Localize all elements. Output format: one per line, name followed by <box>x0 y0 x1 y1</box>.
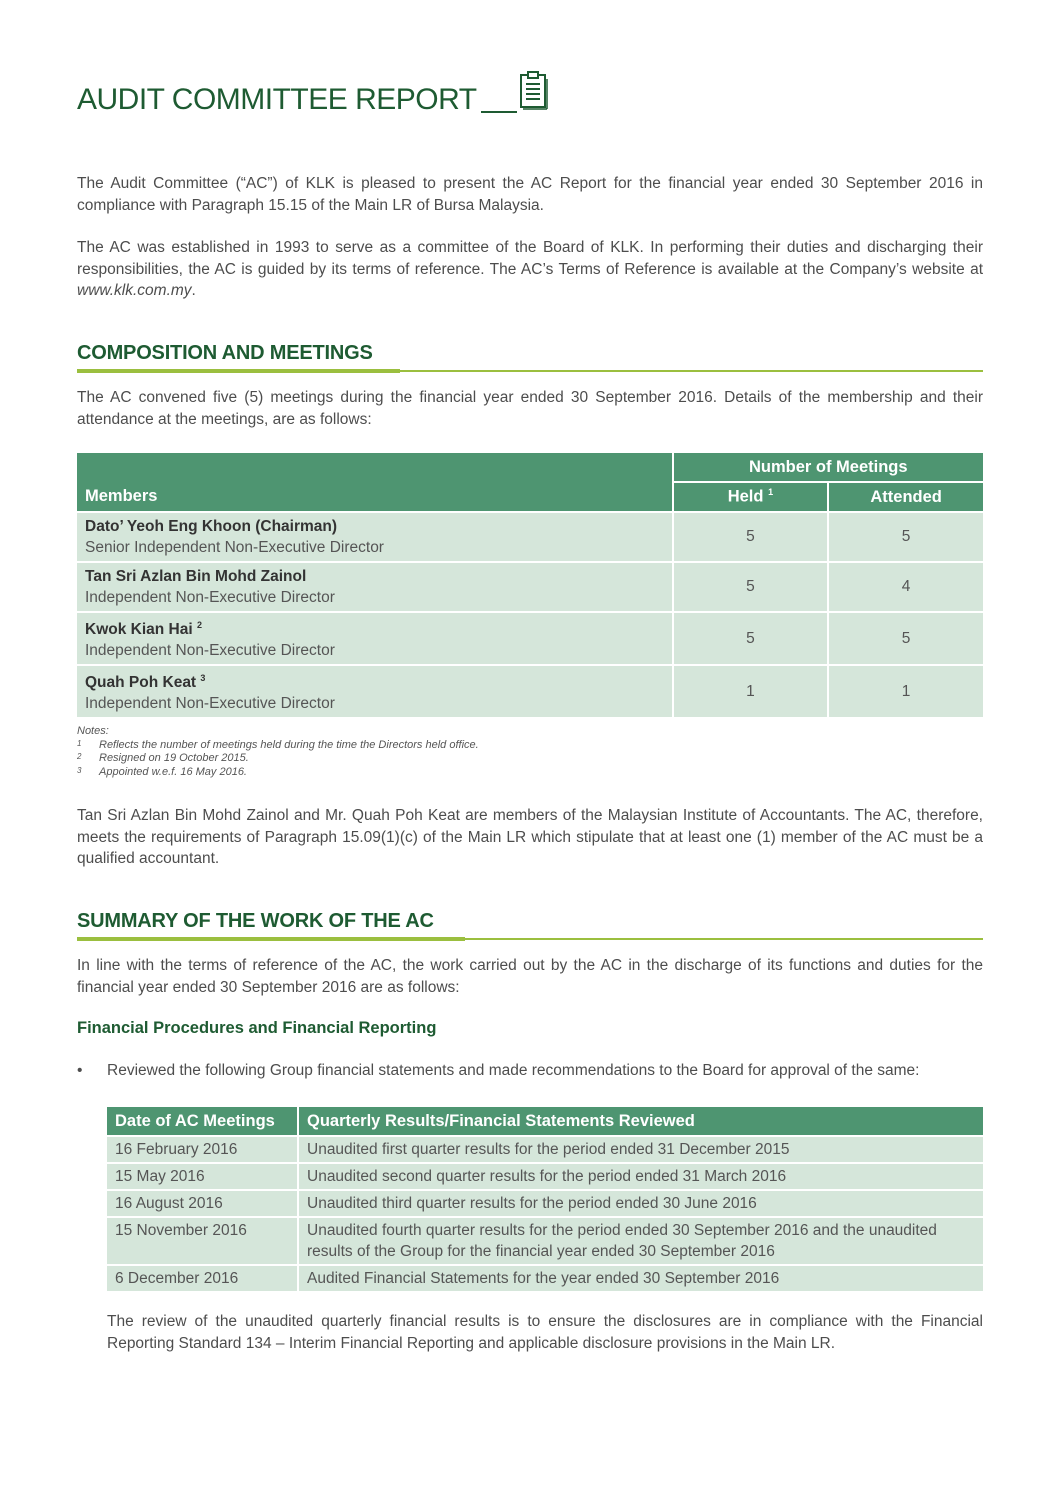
member-role: Senior Independent Non-Executive Director <box>85 538 384 556</box>
meeting-date: 15 November 2016 <box>107 1217 298 1265</box>
website-link[interactable]: www.klk.com.my <box>77 282 192 299</box>
attended-value: 1 <box>828 665 983 717</box>
member-role: Independent Non-Executive Director <box>85 695 335 713</box>
member-name <box>85 615 664 640</box>
summary-heading <box>77 910 983 937</box>
note-sup: 2 <box>77 752 82 761</box>
col-held <box>673 482 829 512</box>
composition-heading <box>77 342 983 369</box>
intro-paragraph-1: The Audit Committee (“AC”) of KLK is pleased to present the AC Report for the financial year ended 30 September 2016 in compliance with Paragraph 15.15 of the Main LR of Bursa Malaysia. <box>77 175 983 214</box>
member-name-text: Kwok Kian Hai <box>85 621 193 639</box>
meeting-description: Audited Financial Statements for the year ended 30 September 2016 <box>298 1265 983 1291</box>
member-role: Independent Non-Executive Director <box>85 642 335 660</box>
meeting-date: 16 August 2016 <box>107 1190 298 1217</box>
notes-label: Notes: <box>77 725 109 737</box>
note-sup: 3 <box>77 765 82 775</box>
meeting-description: Unaudited first quarter results for the period ended 31 December 2015 <box>298 1136 983 1163</box>
page-header <box>77 70 549 117</box>
held-value: 1 <box>673 665 829 717</box>
attended-value: 5 <box>828 612 983 665</box>
member-cell <box>77 612 673 665</box>
heading-rule-accent <box>77 369 400 373</box>
col-attended: Attended <box>828 482 983 512</box>
table-notes <box>77 725 479 779</box>
held-value: 5 <box>673 612 829 665</box>
table-row <box>77 612 983 665</box>
held-value: 5 <box>673 512 829 562</box>
results-table <box>107 1107 983 1291</box>
note-text: Appointed w.e.f. 16 May 2016. <box>99 765 247 778</box>
meeting-date: 15 May 2016 <box>107 1163 298 1190</box>
member-name <box>85 566 664 587</box>
table-row <box>107 1136 983 1163</box>
bullet-dot-icon: • <box>77 1062 83 1079</box>
attended-value: 4 <box>828 562 983 612</box>
note-text: Resigned on 19 October 2015. <box>99 752 249 764</box>
summary-heading-text: SUMMARY OF THE WORK OF THE AC <box>77 910 434 932</box>
note-item <box>77 752 479 766</box>
col-date: Date of AC Meetings <box>107 1107 298 1136</box>
meeting-date: 6 December 2016 <box>107 1265 298 1291</box>
financial-procedures-subheading: Financial Procedures and Financial Reporting <box>77 1019 437 1037</box>
member-name <box>85 516 664 537</box>
table-row <box>77 665 983 717</box>
table-row <box>107 1265 983 1291</box>
col-held-label: Held <box>727 487 764 506</box>
table-row <box>77 562 983 612</box>
meeting-description: Unaudited fourth quarter results for the period ended 30 September 2016 and the unaudited results of the Group for the financial year ended 30 September 2016 <box>298 1217 983 1265</box>
member-name-text: Quah Poh Keat <box>85 674 197 692</box>
col-description: Quarterly Results/Financial Statements Reviewed <box>298 1107 983 1136</box>
note-text: Reflects the number of meetings held during the time the Directors held office. <box>99 738 479 751</box>
member-role: Independent Non-Executive Director <box>85 588 335 606</box>
intro-p2-text: The AC was established in 1993 to serve as a committee of the Board of KLK. In performing their duties and discharging their responsibilities, the AC is guided by its terms of reference. The AC’s Terms of Reference is available at the Company’s website at <box>77 239 983 278</box>
intro-paragraph-2 <box>77 237 983 302</box>
held-value: 5 <box>673 562 829 612</box>
note-item <box>77 739 479 753</box>
table-row <box>107 1217 983 1265</box>
membership-table <box>77 453 983 717</box>
meeting-date: 16 February 2016 <box>107 1136 298 1163</box>
title-underline <box>481 111 517 113</box>
note-item <box>77 766 479 780</box>
clipboard-icon <box>519 70 549 115</box>
member-cell <box>77 512 673 562</box>
page-title: AUDIT COMMITTEE REPORT <box>77 83 477 116</box>
meeting-description: Unaudited second quarter results for the period ended 31 March 2016 <box>298 1163 983 1190</box>
composition-heading-text: COMPOSITION AND MEETINGS <box>77 342 373 364</box>
attended-value: 5 <box>828 512 983 562</box>
member-cell <box>77 562 673 612</box>
intro-p2-end: . <box>191 282 196 299</box>
member-name-sup: 3 <box>200 673 206 684</box>
composition-paragraph: The AC convened five (5) meetings during the financial year ended 30 September 2016. Details of the membership and their attendance at the meetings, are as follows: <box>77 389 983 428</box>
col-number-of-meetings: Number of Meetings <box>673 453 983 482</box>
note-sup: 1 <box>77 738 82 748</box>
member-name-text: Tan Sri Azlan Bin Mohd Zainol <box>85 567 307 585</box>
composition-paragraph-2: Tan Sri Azlan Bin Mohd Zainol and Mr. Quah Poh Keat are members of the Malaysian Institute of Accountants. The AC, therefore, meets the requirements of Paragraph 15.09(1)(c) of the Main LR which stipulate that at least one (1) member of the AC must be a qualified accountant. <box>77 807 983 867</box>
meeting-description: Unaudited third quarter results for the period ended 30 June 2016 <box>298 1190 983 1217</box>
closing-paragraph: The review of the unaudited quarterly financial results is to ensure the disclosures are in compliance with the Financial Reporting Standard 134 – Interim Financial Reporting and applicable disclosure provisions in the Main LR. <box>107 1313 983 1352</box>
member-name-text: Dato’ Yeoh Eng Khoon (Chairman) <box>85 517 338 535</box>
col-members: Members <box>77 453 673 512</box>
member-cell <box>77 665 673 717</box>
table-row <box>107 1190 983 1217</box>
table-row <box>107 1163 983 1190</box>
member-name-sup: 2 <box>196 620 202 630</box>
table-row <box>77 512 983 562</box>
member-name <box>85 668 664 693</box>
summary-paragraph: In line with the terms of reference of the AC, the work carried out by the AC in the discharge of its functions and duties for the financial year ended 30 September 2016 are as follows: <box>77 957 983 996</box>
col-held-sup: 1 <box>768 487 774 498</box>
bullet-text: Reviewed the following Group financial statements and made recommendations to the Board for approval of the same: <box>107 1062 920 1079</box>
heading-rule-accent <box>77 937 465 941</box>
